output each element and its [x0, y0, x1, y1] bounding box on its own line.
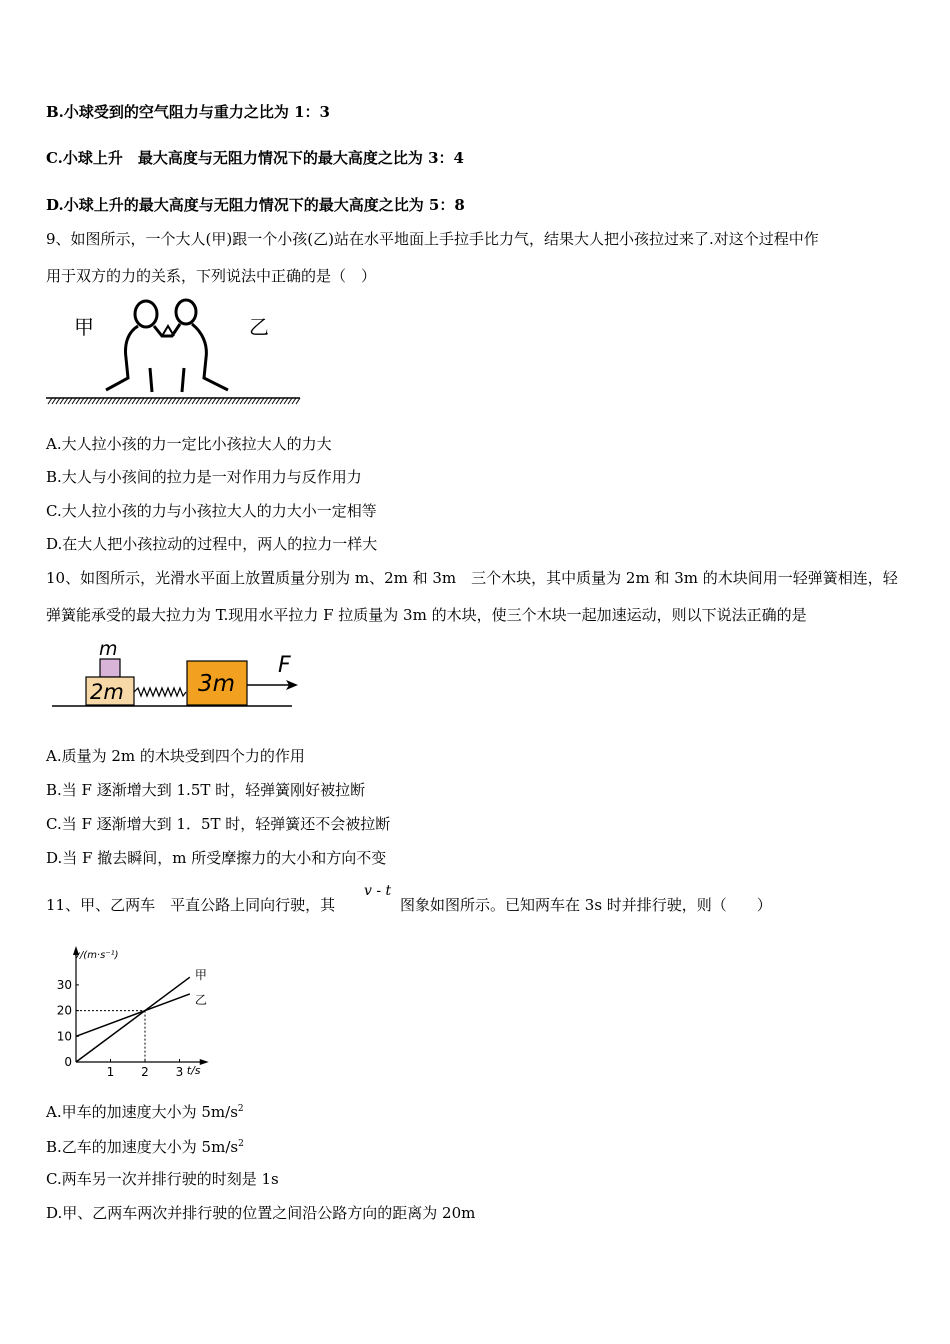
q10-option-a: A.质量为 2m 的木块受到四个力的作用 [46, 747, 305, 765]
q10-stem-line1: 10、如图所示，光滑水平面上放置质量分别为 m、2m 和 3m 三个木块，其中质量为 2m 和 3m 的木块间用一轻弹簧相连，轻 [46, 569, 898, 587]
q9-option-a: A.大人拉小孩的力一定比小孩拉大人的力大 [46, 435, 332, 453]
y-tick-label: 0 [64, 1055, 72, 1069]
q10-option-d: D.当 F 撤去瞬间，m 所受摩擦力的大小和方向不变 [46, 849, 387, 867]
block-3m-label: 3m [198, 671, 236, 697]
q11-option-a [46, 1098, 244, 1123]
q11-option-d: D.甲、乙两车两次并排行驶的位置之间沿公路方向的距离为 20m [46, 1204, 476, 1222]
x-axis-arrow [200, 1059, 209, 1065]
block-m [100, 659, 120, 677]
y-tick-label: 10 [56, 1029, 72, 1044]
q9-option-b: B.大人与小孩间的拉力是一对作用力与反作用力 [46, 468, 362, 486]
adult-figure [106, 301, 170, 392]
q9-stem-line2: 用于双方的力的关系，下列说法中正确的是（ ） [46, 267, 377, 285]
block-m-label: m [99, 638, 118, 660]
spring [134, 688, 186, 696]
q9-stem-line1: 9、如图所示，一个大人(甲)跟一个小孩(乙)站在水平地面上手拉手比力气，结果大人把小孩拉过来了.对这个过程中作 [46, 230, 819, 248]
q11-option-a-text: A.甲车的加速度大小为 5m/s [46, 1103, 238, 1121]
q11-option-c: C.两车另一次并排行驶的时刻是 1s [46, 1170, 279, 1188]
q9-figure [44, 292, 306, 408]
x-tick-label: 2 [141, 1065, 149, 1079]
q8-option-b: B.小球受到的空气阻力与重力之比为 1：3 [46, 103, 330, 121]
x-axis-label: t/s [186, 1064, 201, 1077]
q10-figure [50, 636, 310, 712]
series-line-2 [76, 994, 190, 1036]
q11-option-b-text: B.乙车的加速度大小为 5m/s [46, 1138, 239, 1156]
y-axis-label: v/(m·s⁻¹) [74, 950, 119, 961]
q8-option-c: C.小球上升 最大高度与无阻力情况下的最大高度之比为 3：4 [46, 149, 464, 167]
q10-option-b: B.当 F 逐渐增大到 1.5T 时，轻弹簧刚好被拉断 [46, 781, 366, 799]
q10-option-c: C.当 F 逐渐增大到 1．5T 时，轻弹簧还不会被拉断 [46, 815, 391, 833]
series-label-2: 乙 [194, 992, 207, 1007]
child-figure [164, 300, 228, 392]
q10-stem-line2: 弹簧能承受的最大拉力为 T.现用水平拉力 F 拉质量为 3m 的木块，使三个木块一起加速运动，则以下说法正确的是 [46, 606, 807, 624]
series-label-1: 甲 [194, 968, 207, 983]
q11-option-a-sup: 2 [237, 1104, 244, 1114]
q8-option-d: D.小球上升的最大高度与无阻力情况下的最大高度之比为 5：8 [46, 196, 465, 214]
y-tick-label: 20 [56, 1003, 72, 1018]
x-tick-label: 1 [106, 1065, 115, 1079]
q9-label-left: 甲 [74, 315, 94, 339]
series-line-1 [76, 977, 190, 1062]
q11-stem-before: 11、甲、乙两车 平直公路上同向行驶，其 [46, 896, 336, 914]
q9-label-right: 乙 [249, 315, 269, 339]
q11-stem-vt: v - t [364, 883, 392, 899]
q11-stem-after: 图象如图所示。已知两车在 3s 时并排行驶，则（ ） [400, 896, 772, 914]
q11-option-b [46, 1133, 244, 1158]
q11-vt-chart [44, 938, 224, 1082]
q9-option-c: C.大人拉小孩的力与小孩拉大人的力大小一定相等 [46, 502, 377, 520]
x-tick-label: 3 [175, 1065, 184, 1079]
y-tick-label: 30 [56, 977, 72, 992]
block-2m-label: 2m [90, 680, 124, 704]
force-label: F [278, 653, 291, 678]
ground-hatching [48, 398, 300, 404]
q9-option-d: D.在大人把小孩拉动的过程中，两人的拉力一样大 [46, 535, 378, 553]
q11-option-b-sup: 2 [238, 1139, 244, 1149]
